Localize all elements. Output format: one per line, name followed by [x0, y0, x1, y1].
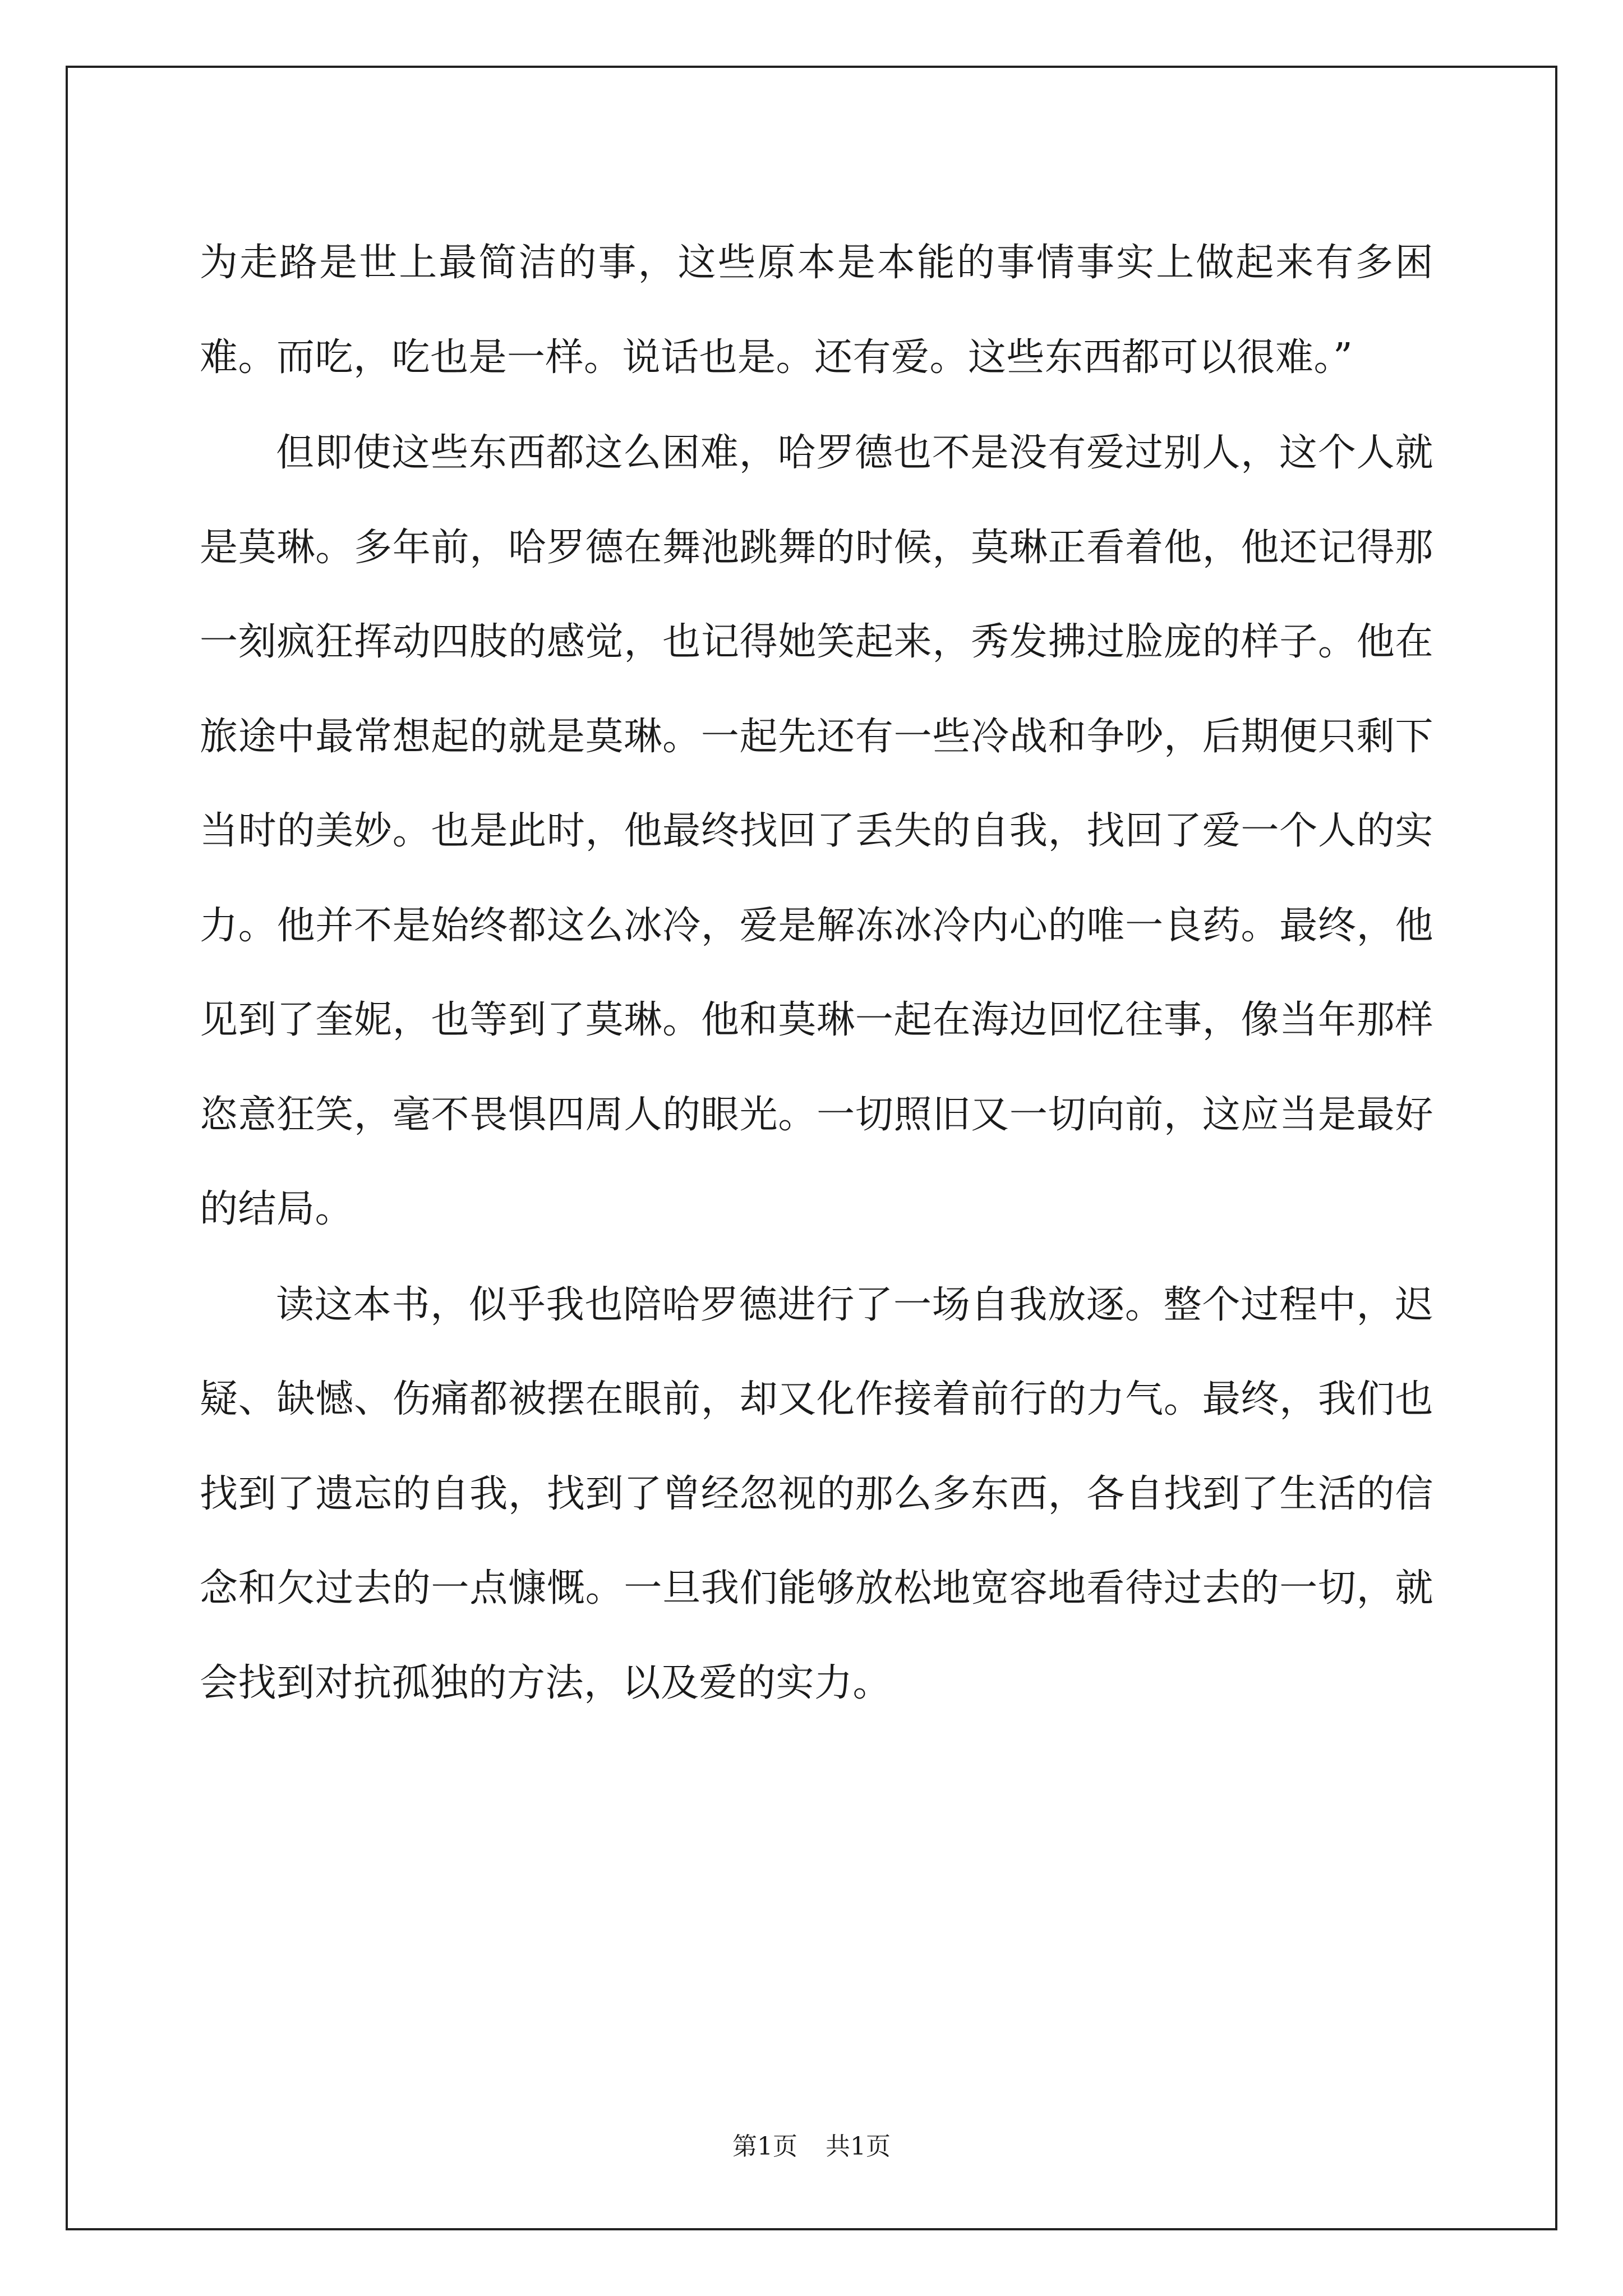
paragraph: 但即使这些东西都这么困难，哈罗德也不是没有爱过别人，这个人就是莫琳。多年前，哈罗德在舞池跳舞的时候，莫琳正看着他，他还记得那一刻疯狂挥动四肢的感觉，也记得她笑起来，秀发拂过脸庞的样子。他在旅途中最常想起的就是莫琳。一起先还有一些冷战和争吵，后期便只剩下当时的美妙。也是此时，他最终找回了丢失的自我，找回了爱一个人的实力。他并不是始终都这么冰冷，爱是解冻冰冷内心的唯一良药。最终，他见到了奎妮，也等到了莫琳。他和莫琳一起在海边回忆往事，像当年那样恣意狂笑，毫不畏惧四周人的眼光。一切照旧又一切向前，这应当是最好的结局。	[200, 431, 1433, 1231]
page-footer	[0, 2126, 1623, 2162]
page-number: 第1页	[732, 2132, 797, 2161]
paragraph-continuation: 为走路是世上最简洁的事，这些原本是本能的事情事实上做起来有多困难。而吃，吃也是一样。说话也是。还有爱。这些东西都可以很难。”	[200, 241, 1433, 380]
document-body	[200, 216, 1433, 1732]
paragraph: 读这本书，似乎我也陪哈罗德进行了一场自我放逐。整个过程中，迟疑、缺憾、伤痛都被摆在眼前，却又化作接着前行的力气。最终，我们也找到了遗忘的自我，找到了曾经忽视的那么多东西，各自找到了生活的信念和欠过去的一点慷慨。一旦我们能够放松地宽容地看待过去的一切，就会找到对抗孤独的方法，以及爱的实力。	[200, 1282, 1433, 1705]
page-total: 共1页	[826, 2132, 891, 2161]
